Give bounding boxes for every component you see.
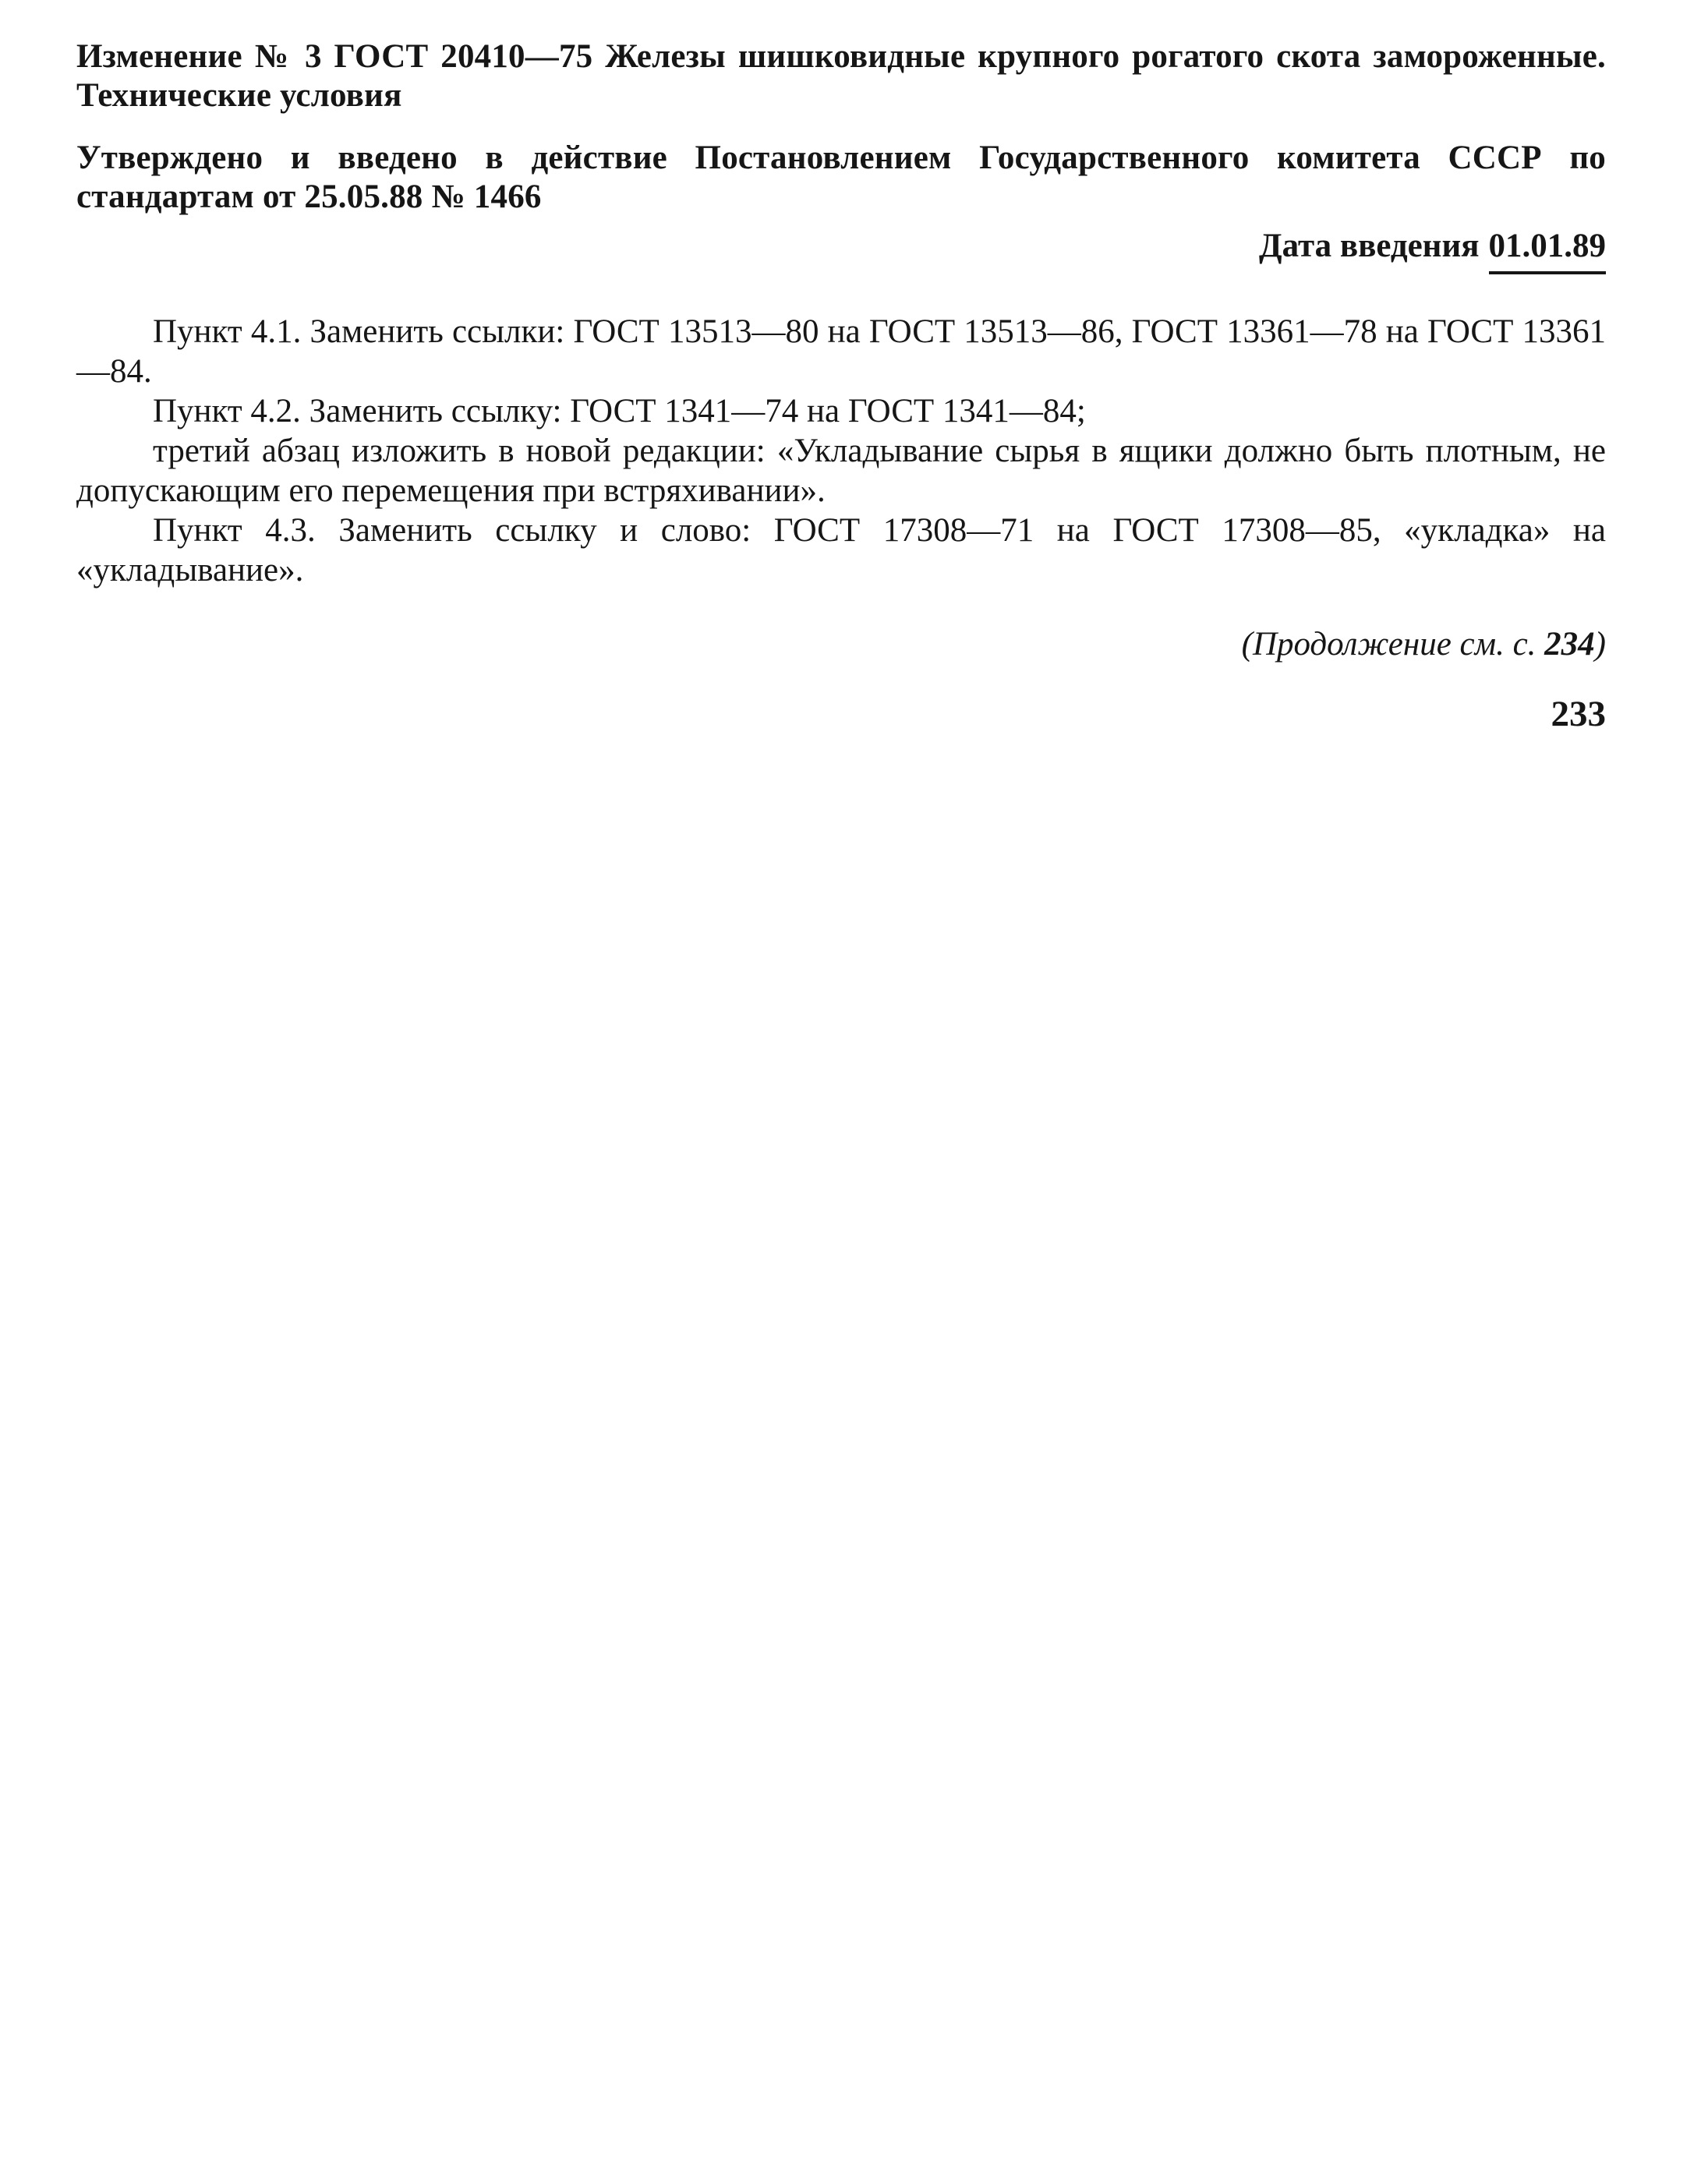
continuation-prefix: (Продолжение см. с. [1241, 626, 1536, 663]
approval-statement: Утверждено и введено в действие Постановлением Государственного комитета СССР по стандартам от 25.05.88 № 1466 [76, 140, 1606, 215]
document-page [76, 37, 1606, 735]
paragraph-item-4-3: Пункт 4.3. Заменить ссылку и слово: ГОСТ 17308—71 на ГОСТ 17308—85, «укладка» на «укладывание». [76, 512, 1606, 588]
paragraph-item-4-1: Пункт 4.1. Заменить ссылки: ГОСТ 13513—80 на ГОСТ 13513—86, ГОСТ 13361—78 на ГОСТ 13361—84. [76, 313, 1606, 390]
introduction-date-label: Дата введения [1259, 228, 1480, 264]
introduction-date [76, 226, 1606, 274]
introduction-date-value: 01.01.89 [1489, 226, 1607, 274]
amendment-text [76, 312, 1606, 590]
continuation-page: 234 [1544, 626, 1595, 663]
document-title: Изменение № 3 ГОСТ 20410—75 Железы шишковидные крупного рогатого скота замороженные. Технические условия [76, 38, 1606, 114]
paragraph-item-4-2: Пункт 4.2. Заменить ссылку: ГОСТ 1341—74 на ГОСТ 1341—84; [153, 393, 1086, 429]
paragraph-third-abzac: третий абзац изложить в новой редакции: «Укладывание сырья в ящики должно быть плотным, не допускающим его перемещения при встряхивании». [76, 433, 1606, 509]
continuation-note [76, 624, 1606, 665]
continuation-suffix: ) [1594, 626, 1606, 663]
page-number: 233 [1551, 694, 1606, 734]
